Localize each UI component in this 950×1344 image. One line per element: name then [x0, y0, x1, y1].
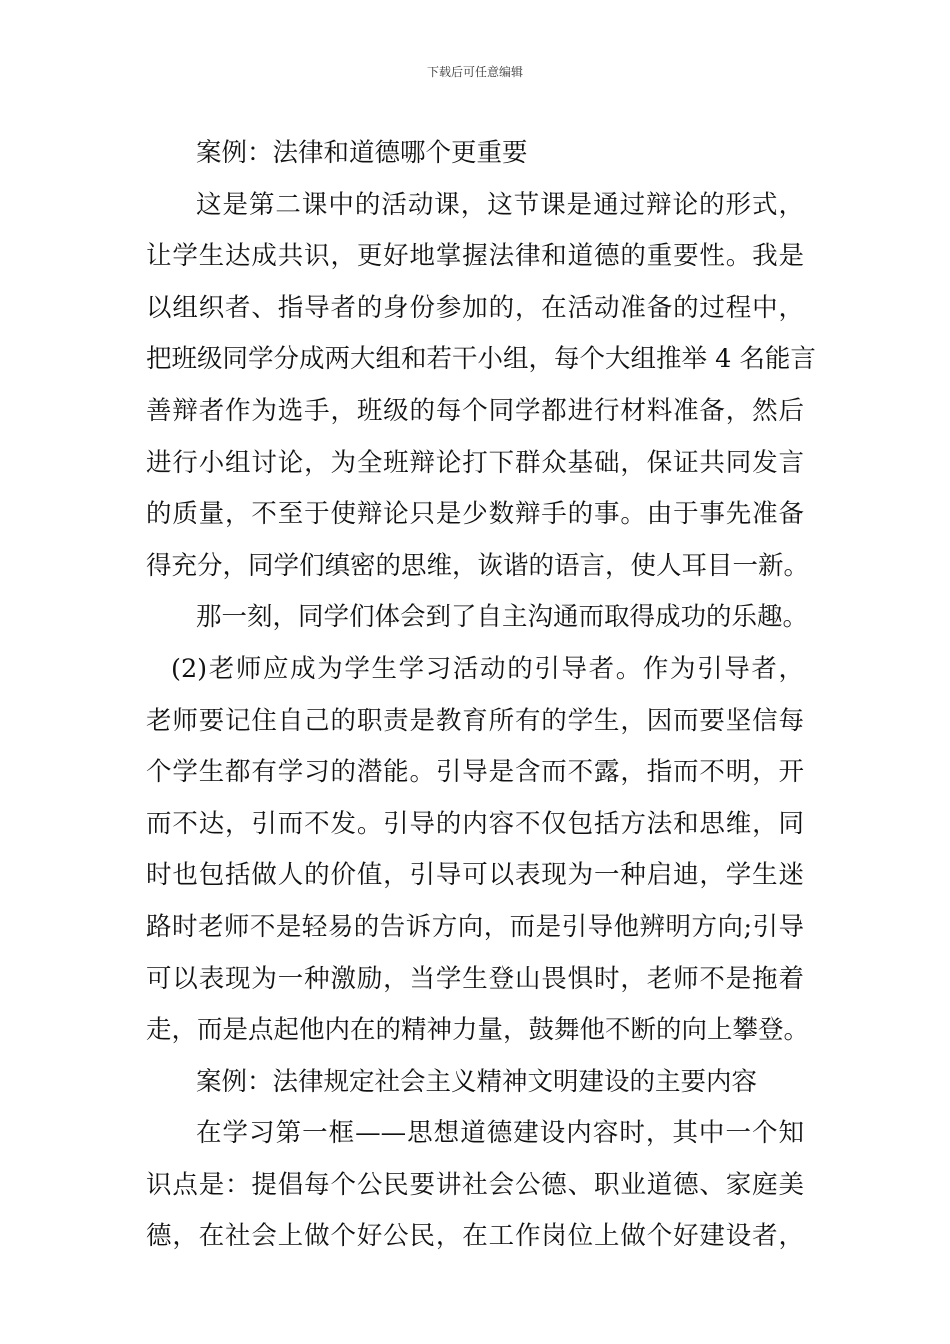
- paragraph-line: 路时老师不是轻易的告诉方向，而是引导他辨明方向;引导: [146, 911, 804, 942]
- paragraph-line: 而不达，引而不发。引导的内容不仅包括方法和思维，同: [146, 808, 804, 839]
- case-heading-2: 案例：法律规定社会主义精神文明建设的主要内容: [196, 1066, 758, 1097]
- paragraph-line: 德，在社会上做个好公民，在工作岗位上做个好建设者，: [146, 1221, 804, 1252]
- page-header: 下载后可任意编辑: [426, 65, 523, 79]
- paragraph-line: 善辩者作为选手，班级的每个同学都进行材料准备，然后: [146, 395, 804, 426]
- paragraph-line: 在学习第一框——思想道德建设内容时，其中一个知: [196, 1118, 804, 1149]
- paragraph-line: 可以表现为一种激励，当学生登山畏惧时，老师不是拖着: [146, 963, 804, 994]
- paragraph-line: 时也包括做人的价值，引导可以表现为一种启迪，学生迷: [146, 860, 804, 891]
- paragraph-line: 那一刻，同学们体会到了自主沟通而取得成功的乐趣。: [196, 602, 809, 633]
- paragraph-line: 以组织者、指导者的身份参加的，在活动准备的过程中，: [146, 292, 804, 323]
- case-heading-1: 案例：法律和道德哪个更重要: [196, 138, 528, 168]
- paragraph-line: 识点是：提倡每个公民要讲社会公德、职业道德、家庭美: [146, 1169, 804, 1200]
- paragraph-line: (2)老师应成为学生学习活动的引导者。作为引导者，: [171, 653, 804, 684]
- paragraph-line: 把班级同学分成两大组和若干小组，每个大组推举 4 名能言: [146, 344, 816, 375]
- paragraph-line: 老师要记住自己的职责是教育所有的学生，因而要坚信每: [146, 705, 804, 736]
- paragraph-line: 让学生达成共识，更好地掌握法律和道德的重要性。我是: [146, 241, 804, 272]
- paragraph-line: 得充分，同学们缜密的思维，诙谐的语言，使人耳目一新。: [146, 550, 810, 581]
- paragraph-line: 进行小组讨论，为全班辩论打下群众基础，保证共同发言: [146, 447, 804, 478]
- paragraph-line: 走，而是点起他内在的精神力量，鼓舞他不断的向上攀登。: [146, 1015, 810, 1046]
- paragraph-line: 这是第二课中的活动课，这节课是通过辩论的形式，: [196, 189, 804, 220]
- paragraph-line: 的质量，不至于使辩论只是少数辩手的事。由于事先准备: [146, 499, 804, 530]
- document-body: [146, 128, 816, 1263]
- paragraph-line: 个学生都有学习的潜能。引导是含而不露，指而不明，开: [146, 757, 804, 788]
